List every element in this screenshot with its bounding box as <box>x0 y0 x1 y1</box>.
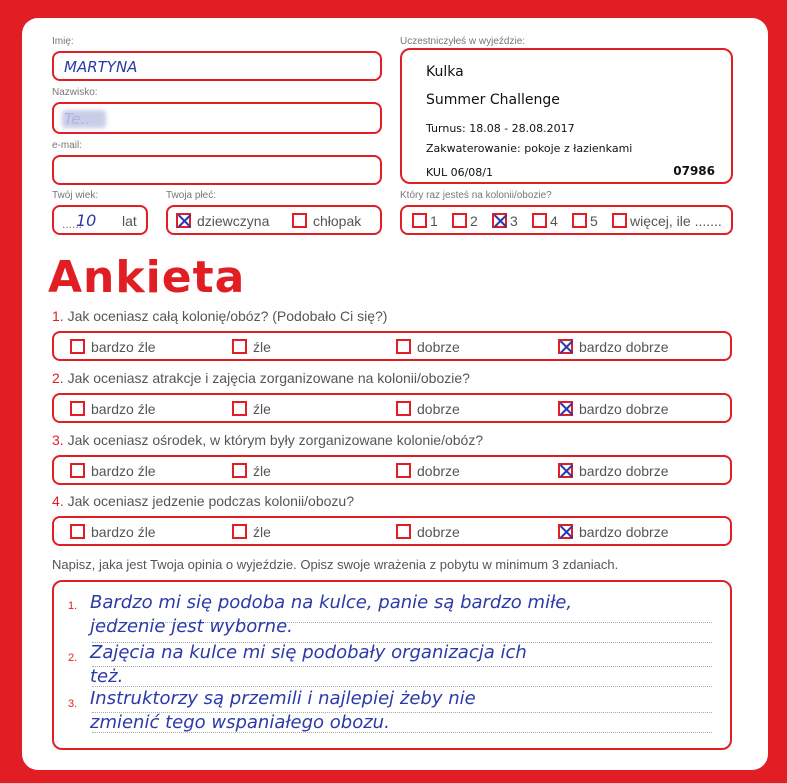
q2-option-4-label: bardzo dobrze <box>579 400 669 417</box>
opinion-line-3: Zajęcia na kulce mi się podobały organizacja ich <box>90 642 527 663</box>
email-field[interactable] <box>52 155 382 185</box>
age-field[interactable] <box>52 205 148 235</box>
gender-option-male[interactable] <box>292 212 361 230</box>
name-value: MARTYNA <box>64 58 138 76</box>
checkbox-times-3[interactable] <box>492 213 507 228</box>
gender-male-label: chłopak <box>313 212 362 229</box>
question-2 <box>52 370 470 386</box>
q3-checkbox-2[interactable] <box>232 463 247 478</box>
q1-option-2-label: źle <box>253 338 271 355</box>
checkbox-times-5[interactable] <box>572 213 587 228</box>
age-label: Twój wiek: <box>52 190 99 201</box>
q4-option-2-label: źle <box>253 523 271 540</box>
q4-option-3-label: dobrze <box>417 523 460 540</box>
question-2-text: Jak oceniasz atrakcje i zajęcia zorganizowane na kolonii/obozie? <box>67 370 470 386</box>
checkbox-times-2[interactable] <box>452 213 467 228</box>
times-option-2[interactable] <box>452 212 478 230</box>
times-option-5[interactable] <box>572 212 598 230</box>
q4-option-2[interactable] <box>232 523 271 541</box>
opinion-number-3: 3. <box>68 698 78 710</box>
q1-option-3-label: dobrze <box>417 338 460 355</box>
q2-option-1[interactable] <box>70 400 156 418</box>
q1-option-4-label: bardzo dobrze <box>579 338 669 355</box>
q3-option-2-label: źle <box>253 462 271 479</box>
q2-option-4[interactable] <box>558 400 669 418</box>
q3-checkbox-1[interactable] <box>70 463 85 478</box>
opinion-rule <box>92 686 712 687</box>
question-1-text: Jak oceniasz całą kolonię/obóz? (Podobało Ci się?) <box>67 308 388 324</box>
camp-accommodation: Zakwaterowanie: pokoje z łazienkami <box>426 142 633 155</box>
gender-field <box>166 205 382 235</box>
survey-title: Ankieta <box>48 252 246 303</box>
question-3 <box>52 432 483 448</box>
q2-checkbox-2[interactable] <box>232 401 247 416</box>
gender-label: Twoja płeć: <box>166 190 217 201</box>
q1-option-3[interactable] <box>396 338 460 356</box>
q4-checkbox-2[interactable] <box>232 524 247 539</box>
q2-checkbox-3[interactable] <box>396 401 411 416</box>
q1-checkbox-2[interactable] <box>232 339 247 354</box>
q3-checkbox-4[interactable] <box>558 463 573 478</box>
question-1 <box>52 308 387 324</box>
camp-number: 07986 <box>673 164 715 178</box>
question-3-number: 3. <box>52 432 64 448</box>
surname-label: Nazwisko: <box>52 87 98 98</box>
question-4 <box>52 493 354 509</box>
answer-row-4 <box>52 516 732 546</box>
times-label-3: 3 <box>510 212 518 229</box>
age-unit: lat <box>122 213 137 229</box>
checkbox-times-more[interactable] <box>612 213 627 228</box>
times-option-4[interactable] <box>532 212 558 230</box>
question-2-number: 2. <box>52 370 64 386</box>
q1-checkbox-1[interactable] <box>70 339 85 354</box>
camp-name: Kulka <box>426 64 464 80</box>
checkbox-male[interactable] <box>292 213 307 228</box>
q1-option-2[interactable] <box>232 338 271 356</box>
opinion-line-2: jedzenie jest wyborne. <box>90 616 293 637</box>
times-field <box>400 205 733 235</box>
camp-info-box <box>400 48 733 184</box>
q4-option-1[interactable] <box>70 523 156 541</box>
name-label: Imię: <box>52 36 74 47</box>
surname-field[interactable] <box>52 102 382 134</box>
q3-option-2[interactable] <box>232 462 271 480</box>
q1-checkbox-4[interactable] <box>558 339 573 354</box>
q4-option-4[interactable] <box>558 523 669 541</box>
q3-option-1-label: bardzo źle <box>91 462 156 479</box>
opinion-box[interactable] <box>52 580 732 750</box>
answer-row-3 <box>52 455 732 485</box>
question-4-number: 4. <box>52 493 64 509</box>
times-option-3[interactable] <box>492 212 518 230</box>
camp-code: KUL 06/08/1 <box>426 166 493 179</box>
q4-option-4-label: bardzo dobrze <box>579 523 669 540</box>
q2-checkbox-4[interactable] <box>558 401 573 416</box>
times-label-1: 1 <box>430 212 438 229</box>
q1-option-4[interactable] <box>558 338 669 356</box>
surname-value: Te.. <box>64 110 91 128</box>
q2-option-3-label: dobrze <box>417 400 460 417</box>
checkbox-times-4[interactable] <box>532 213 547 228</box>
opinion-line-1: Bardzo mi się podoba na kulce, panie są bardzo miłe, <box>90 592 573 613</box>
q4-option-1-label: bardzo źle <box>91 523 156 540</box>
q3-option-1[interactable] <box>70 462 156 480</box>
times-option-more[interactable] <box>612 212 722 230</box>
opinion-rule <box>92 666 712 667</box>
times-label-more: więcej, ile ....... <box>630 212 722 229</box>
age-value: 10 <box>76 211 97 230</box>
camp-program: Summer Challenge <box>426 92 560 108</box>
opinion-line-5: Instruktorzy są przemili i najlepiej żeby nie <box>90 688 476 709</box>
q3-option-4-label: bardzo dobrze <box>579 462 669 479</box>
q2-option-2-label: źle <box>253 400 271 417</box>
q3-option-3[interactable] <box>396 462 460 480</box>
opinion-line-4: też. <box>90 666 124 687</box>
q1-option-1-label: bardzo źle <box>91 338 156 355</box>
name-field[interactable] <box>52 51 382 81</box>
gender-option-female[interactable] <box>176 212 269 230</box>
checkbox-female[interactable] <box>176 213 191 228</box>
camp-turnus: Turnus: 18.08 - 28.08.2017 <box>426 122 575 135</box>
times-label: Który raz jesteś na kolonii/obozie? <box>400 190 552 201</box>
q4-option-3[interactable] <box>396 523 460 541</box>
q2-option-1-label: bardzo źle <box>91 400 156 417</box>
opinion-line-6: zmienić tego wspaniałego obozu. <box>90 712 390 733</box>
times-option-1[interactable] <box>412 212 438 230</box>
times-label-2: 2 <box>470 212 478 229</box>
q3-checkbox-3[interactable] <box>396 463 411 478</box>
times-label-4: 4 <box>550 212 558 229</box>
q2-option-3[interactable] <box>396 400 460 418</box>
q3-option-4[interactable] <box>558 462 669 480</box>
q1-option-1[interactable] <box>70 338 156 356</box>
q3-option-3-label: dobrze <box>417 462 460 479</box>
checkbox-times-1[interactable] <box>412 213 427 228</box>
q1-checkbox-3[interactable] <box>396 339 411 354</box>
participant-label: Uczestniczyłeś w wyjeździe: <box>400 36 526 47</box>
opinion-prompt: Napisz, jaka jest Twoja opinia o wyjeździe. Opisz swoje wrażenia z pobytu w minimum 3 zdaniach. <box>52 557 619 572</box>
email-label: e-mail: <box>52 140 83 151</box>
times-label-5: 5 <box>590 212 598 229</box>
gender-female-label: dziewczyna <box>197 212 270 229</box>
q2-option-2[interactable] <box>232 400 271 418</box>
q2-checkbox-1[interactable] <box>70 401 85 416</box>
answer-row-1 <box>52 331 732 361</box>
opinion-number-1: 1. <box>68 600 78 612</box>
answer-row-2 <box>52 393 732 423</box>
opinion-number-2: 2. <box>68 652 78 664</box>
q4-checkbox-3[interactable] <box>396 524 411 539</box>
age-dots: ...... <box>62 217 83 231</box>
question-4-text: Jak oceniasz jedzenie podczas kolonii/obozu? <box>67 493 354 509</box>
q4-checkbox-1[interactable] <box>70 524 85 539</box>
question-3-text: Jak oceniasz ośrodek, w którym były zorganizowane kolonie/obóz? <box>67 432 484 448</box>
question-1-number: 1. <box>52 308 64 324</box>
q4-checkbox-4[interactable] <box>558 524 573 539</box>
